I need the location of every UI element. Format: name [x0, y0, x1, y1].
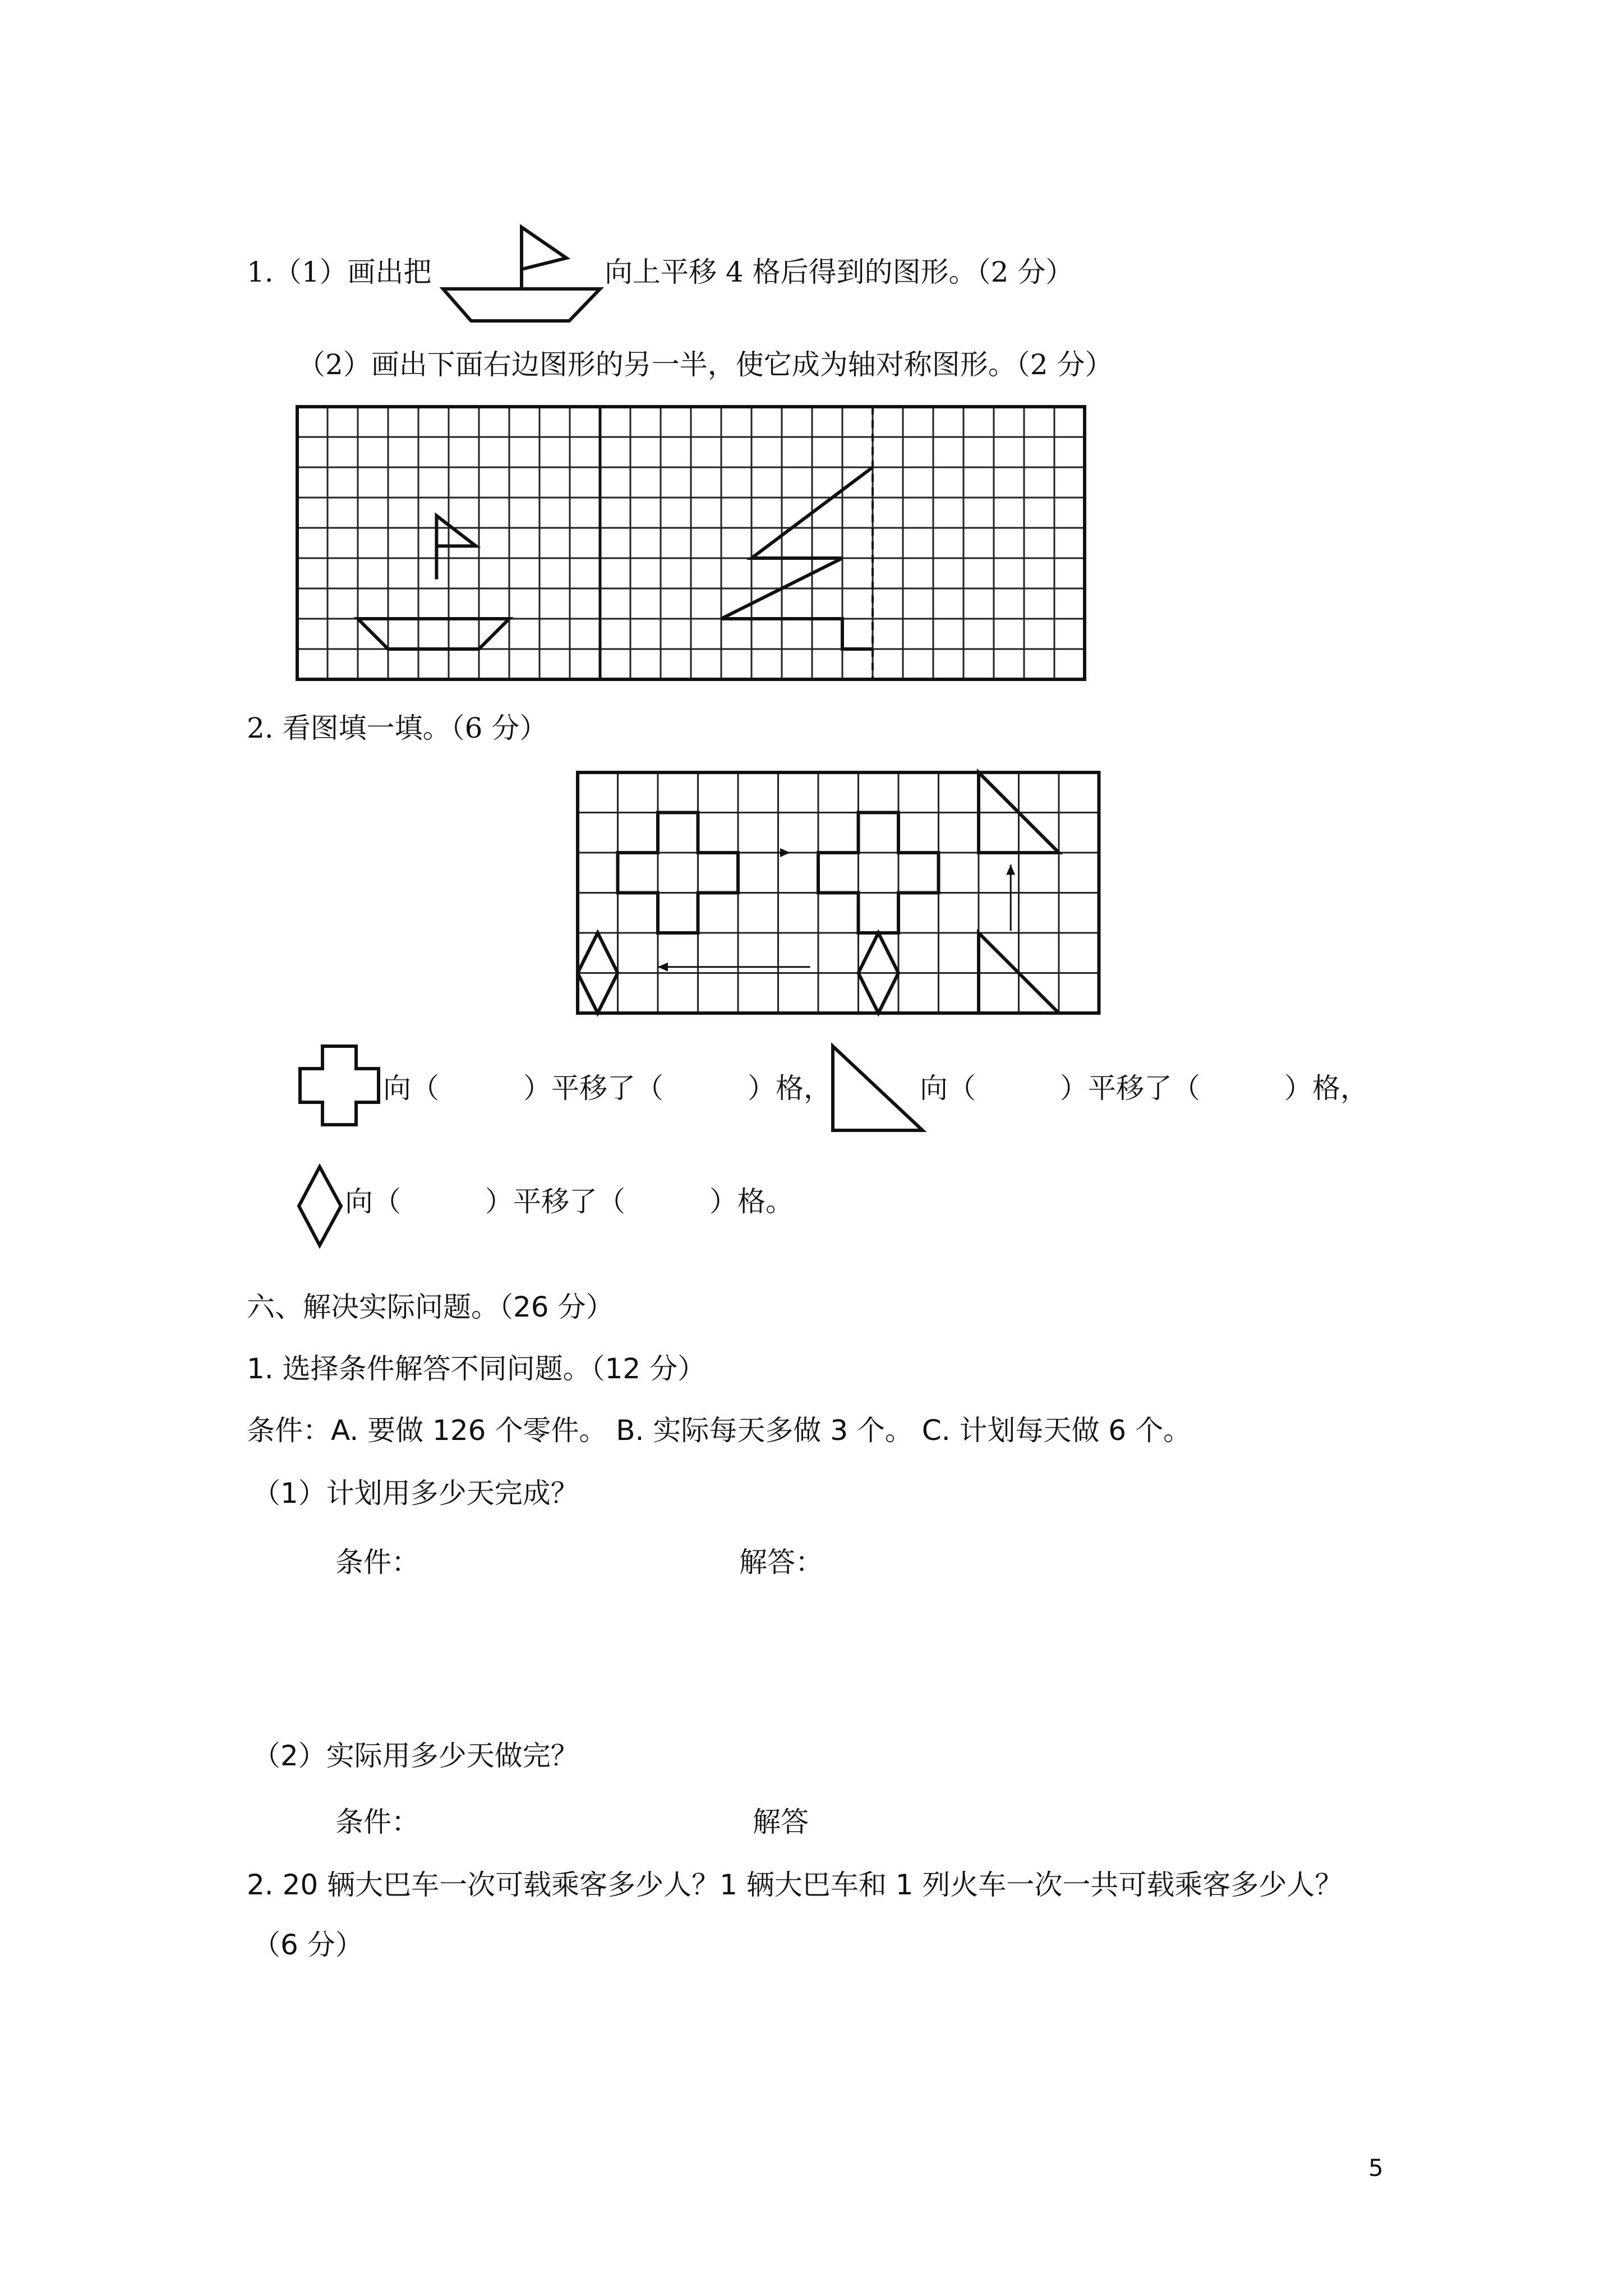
arrow-left-head	[658, 963, 668, 972]
s6-q1-sub1-question: （1）计划用多少天完成？	[252, 1477, 579, 1510]
q2-title: 2. 看图填一填。（6 分）	[247, 712, 548, 744]
arrow-up-head	[1006, 864, 1015, 875]
s6-q1-sub2-question: （2）实际用多少天做完？	[252, 1740, 579, 1772]
page-number: 5	[1368, 2154, 1384, 2182]
s6-q1-sub2-condition-label: 条件：	[335, 1806, 419, 1838]
triangle-icon	[830, 1043, 925, 1133]
s6-q1-sub1-answer-label: 解答：	[739, 1546, 823, 1579]
cross-translation-blank[interactable]: 向（ ）平移了（ ）格，	[383, 1072, 832, 1105]
boat-hull	[358, 619, 509, 649]
s6-q1-conditions: 条件：A. 要做 126 个零件。 B. 实际每天多做 3 个。 C. 计划每天做 6 个。	[247, 1414, 1192, 1447]
translation-grid	[578, 772, 1102, 1016]
cross-icon	[297, 1043, 381, 1128]
q1-1-suffix: 向上平移 4 格后得到的图形。（2 分）	[605, 256, 1074, 288]
diamond-icon	[296, 1164, 344, 1248]
s6-q1-sub2-answer-label: 解答	[753, 1806, 809, 1838]
arrow-right-head	[780, 848, 790, 857]
s6-q2-line1: 2. 20 辆大巴车一次可载乘客多少人？1 辆大巴车和 1 列火车一次一共可载乘客多少人？	[247, 1869, 1343, 1901]
section6-heading: 六、解决实际问题。（26 分）	[247, 1291, 614, 1323]
drawing-grid[interactable]	[297, 407, 1088, 684]
cross-shape-right	[818, 813, 939, 933]
s6-q1-sub1-condition-label: 条件：	[335, 1546, 419, 1579]
s6-q1-title: 1. 选择条件解答不同问题。（12 分）	[247, 1352, 706, 1385]
s6-q2-line2: （6 分）	[252, 1929, 363, 1961]
boat-sail	[436, 516, 476, 579]
diamond-translation-blank[interactable]: 向（ ）平移了（ ）格。	[345, 1185, 794, 1218]
q1-2-instruction: （2）画出下面右边图形的另一半，使它成为轴对称图形。（2 分）	[297, 348, 1113, 381]
q1-1-prefix: 1.（1）画出把	[247, 256, 432, 288]
boat-icon	[440, 224, 603, 323]
cross-shape-left	[618, 813, 739, 933]
triangle-translation-blank[interactable]: 向（ ）平移了（ ）格，	[920, 1072, 1368, 1105]
